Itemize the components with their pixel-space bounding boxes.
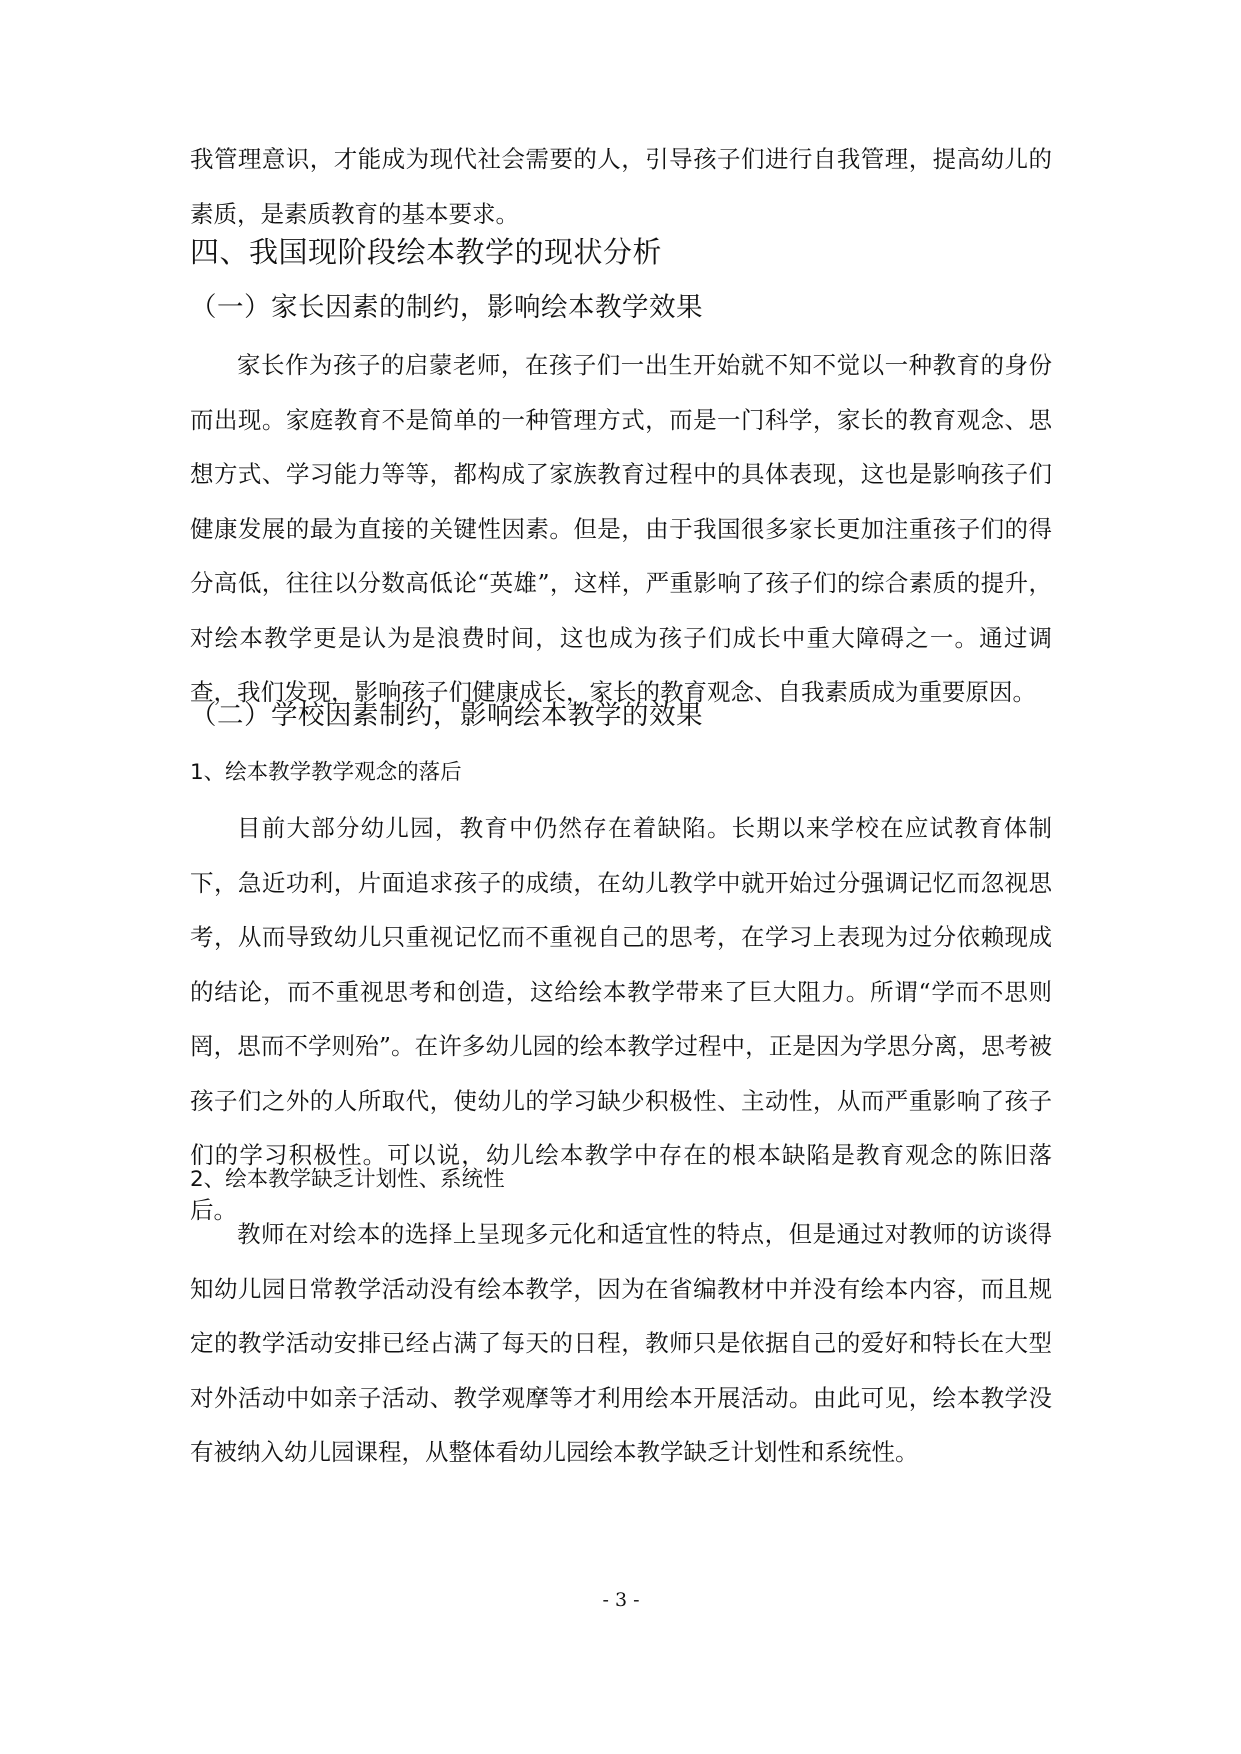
- intro-paragraph: 我管理意识，才能成为现代社会需要的人，引导孩子们进行自我管理，提高幼儿的素质，是素质教育的基本要求。: [190, 145, 1052, 228]
- section-heading: 四、我国现阶段绘本教学的现状分析: [190, 235, 663, 269]
- item-2-heading: 2、绘本教学缺乏计划性、系统性: [190, 1167, 505, 1192]
- subsection-1-paragraph: 家长作为孩子的启蒙老师，在孩子们一出生开始就不知不觉以一种教育的身份而出现。家庭教育不是简单的一种管理方式，而是一门科学，家长的教育观念、思想方式、学习能力等等，都构成了家族教育过程中的具体表现，这也是影响孩子们健康发展的最为直接的关键性因素。但是，由于我国很多家长更加注重孩子们的得分高低，往往以分数高低论“英雄”，这样，严重影响了孩子们的综合素质的提升，对绘本教学更是认为是浪费时间，这也成为孩子们成长中重大障碍之一。通过调查，我们发现，影响孩子们健康成长，家长的教育观念、自我素质成为重要原因。: [190, 351, 1052, 706]
- item-2-paragraph: 教师在对绘本的选择上呈现多元化和适宜性的特点，但是通过对教师的访谈得知幼儿园日常教学活动没有绘本教学，因为在省编教材中并没有绘本内容，而且规定的教学活动安排已经占满了每天的日程，教师只是依据自己的爱好和特长在大型对外活动中如亲子活动、教学观摩等才利用绘本开展活动。由此可见，绘本教学没有被纳入幼儿园课程，从整体看幼儿园绘本教学缺乏计划性和系统性。: [190, 1220, 1052, 1466]
- page-number: - 3 -: [602, 1589, 640, 1611]
- item-1-paragraph: 目前大部分幼儿园，教育中仍然存在着缺陷。长期以来学校在应试教育体制下，急近功利，片面追求孩子的成绩，在幼儿教学中就开始过分强调记忆而忽视思考，从而导致幼儿只重视记忆而不重视自己的思考，在学习上表现为过分依赖现成的结论，而不重视思考和创造，这给绘本教学带来了巨大阻力。所谓“学而不思则罔，思而不学则殆”。在许多幼儿园的绘本教学过程中，正是因为学思分离，思考被孩子们之外的人所取代，使幼儿的学习缺少积极性、主动性，从而严重影响了孩子们的学习积极性。可以说，幼儿绘本教学中存在的根本缺陷是教育观念的陈旧落后。: [190, 814, 1052, 1224]
- item-1-heading: 1、绘本教学教学观念的落后: [190, 760, 462, 785]
- subsection-1-heading: （一）家长因素的制约，影响绘本教学效果: [190, 292, 703, 323]
- subsection-2-heading: （二）学校因素制约，影响绘本教学的效果: [190, 700, 703, 731]
- document-page: [190, 0, 1052, 1754]
